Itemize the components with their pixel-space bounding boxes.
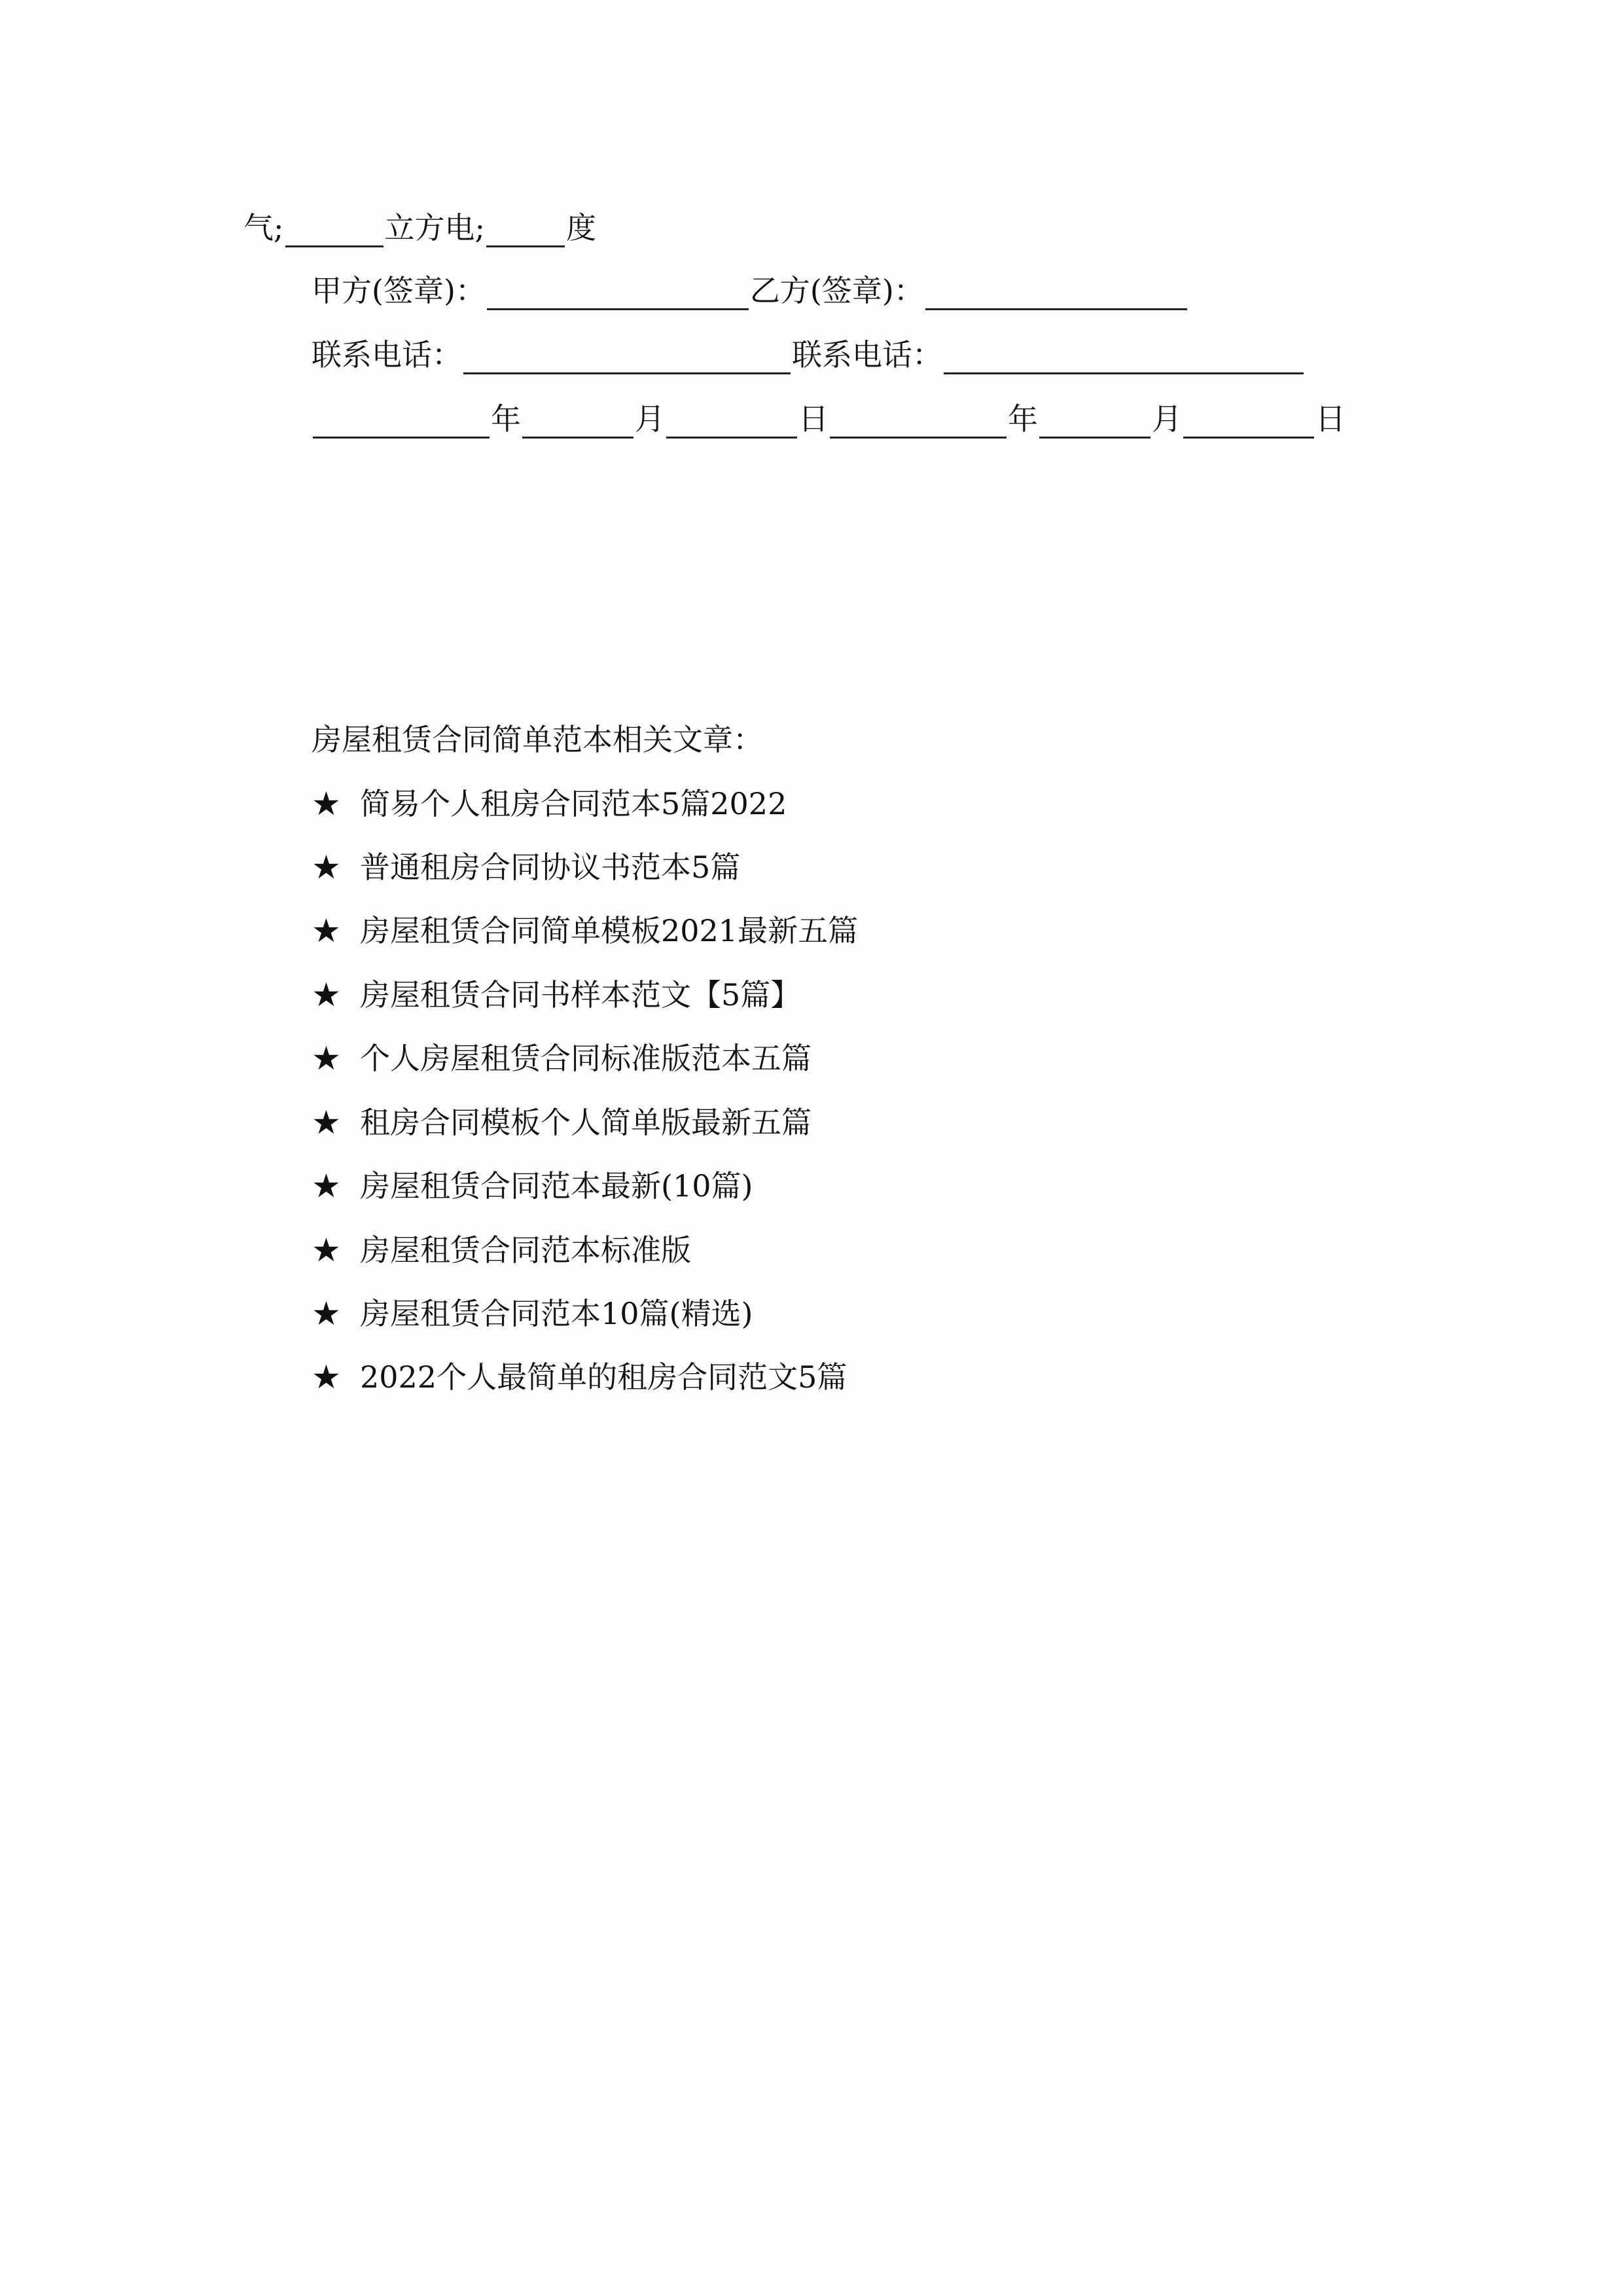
related-link-text[interactable]: 房屋租赁合同范本10篇(精选) — [360, 1296, 753, 1331]
phone-a-label: 联系电话： — [312, 337, 462, 372]
day-b-blank — [1183, 408, 1314, 439]
star-icon: ★ — [312, 1103, 341, 1141]
month-a-blank — [522, 408, 633, 439]
party-b-blank — [925, 279, 1187, 310]
electric-unit: 度 — [566, 210, 596, 245]
water-blank — [285, 217, 383, 247]
phone-a-blank — [463, 344, 791, 374]
related-heading: 房屋租赁合同简单范本相关文章： — [312, 722, 763, 757]
star-icon: ★ — [312, 1039, 341, 1077]
related-link-text[interactable]: 房屋租赁合同书样本范文【5篇】 — [360, 977, 801, 1013]
star-icon: ★ — [312, 848, 341, 886]
party-a-label: 甲方(签章)： — [312, 273, 486, 308]
related-link-text[interactable]: 房屋租赁合同范本标准版 — [360, 1232, 691, 1268]
related-link[interactable] — [312, 1357, 847, 1397]
star-icon: ★ — [312, 1231, 341, 1269]
related-link[interactable] — [312, 848, 740, 887]
related-link-text[interactable]: 个人房屋租赁合同标准版范本五篇 — [360, 1041, 812, 1076]
related-link[interactable] — [312, 1166, 753, 1206]
related-link[interactable] — [312, 1103, 812, 1142]
related-link[interactable] — [312, 1294, 753, 1333]
electric-blank — [486, 217, 565, 247]
utilities-line — [243, 208, 596, 247]
gas-label: 气; — [243, 210, 284, 245]
water-unit: 立方电; — [384, 210, 485, 245]
year-a-label: 年 — [491, 401, 521, 437]
date-line — [312, 399, 1346, 439]
star-icon: ★ — [312, 912, 341, 950]
related-link-text[interactable]: 房屋租赁合同范本最新(10篇) — [360, 1168, 753, 1204]
related-link[interactable] — [312, 1039, 812, 1078]
phone-b-blank — [944, 344, 1304, 374]
day-b-label: 日 — [1315, 401, 1346, 437]
signature-line — [312, 271, 1188, 310]
related-link[interactable] — [312, 784, 787, 823]
phone-line — [312, 335, 1305, 374]
related-link-text[interactable]: 普通租房合同协议书范本5篇 — [360, 850, 741, 885]
star-icon: ★ — [312, 1167, 341, 1205]
phone-b-label: 联系电话： — [792, 337, 942, 372]
related-link-text[interactable]: 房屋租赁合同简单模板2021最新五篇 — [360, 913, 859, 948]
year-a-blank — [313, 408, 490, 439]
year-b-blank — [830, 408, 1007, 439]
related-link-text[interactable]: 租房合同模板个人简单版最新五篇 — [360, 1105, 812, 1140]
star-icon: ★ — [312, 785, 341, 823]
day-a-label: 日 — [798, 401, 829, 437]
star-icon: ★ — [312, 1358, 341, 1396]
party-b-label: 乙方(签章)： — [749, 273, 924, 308]
year-b-label: 年 — [1008, 401, 1038, 437]
related-link-text[interactable]: 简易个人租房合同范本5篇2022 — [360, 786, 787, 821]
month-a-label: 月 — [635, 401, 665, 437]
related-link[interactable] — [312, 911, 858, 950]
day-a-blank — [666, 408, 797, 439]
party-a-blank — [487, 279, 749, 310]
related-link[interactable] — [312, 1230, 691, 1270]
month-b-blank — [1039, 408, 1150, 439]
star-icon: ★ — [312, 976, 341, 1014]
star-icon: ★ — [312, 1295, 341, 1333]
related-link-text[interactable]: 2022个人最简单的租房合同范文5篇 — [360, 1359, 847, 1395]
related-link[interactable] — [312, 975, 800, 1014]
month-b-label: 月 — [1152, 401, 1182, 437]
